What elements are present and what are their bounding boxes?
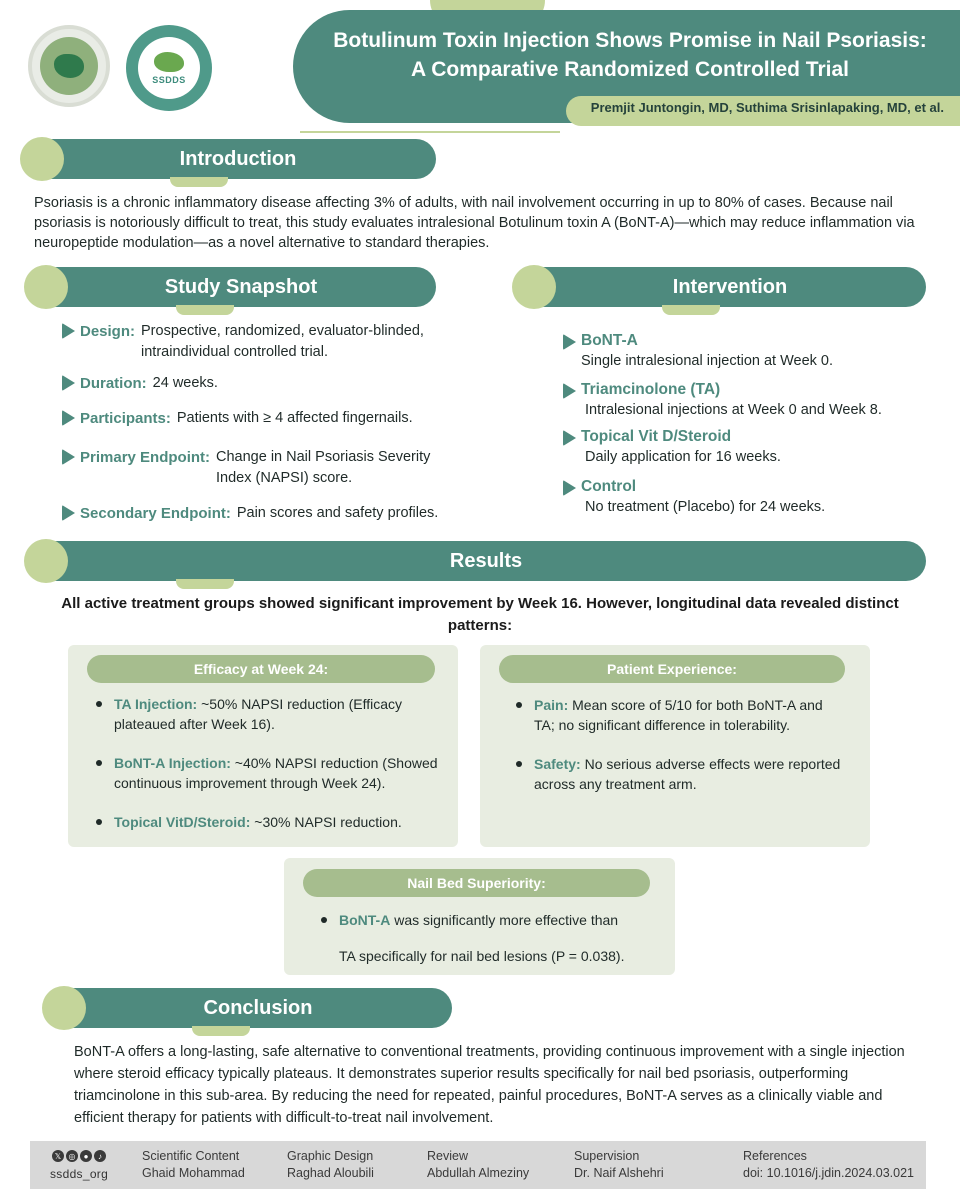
arrow-right-icon — [563, 334, 576, 350]
snapshot-label: Participants: — [80, 410, 171, 427]
efficacy-item-ta — [96, 694, 441, 734]
reference-doi[interactable]: doi: 10.1016/j.jdin.2024.03.021 — [743, 1166, 914, 1180]
header-divider — [300, 131, 560, 133]
experience-label: Pain: — [534, 697, 569, 713]
efficacy-heading-text: Efficacy at Week 24: — [193, 661, 329, 677]
title-line-2: A Comparative Randomized Controlled Trial — [411, 58, 849, 81]
snapshot-item-primary-endpoint — [62, 447, 441, 489]
snapshot-value: Pain scores and safety profiles. — [236, 505, 439, 521]
nailbed-text-line2: TA specifically for nail bed lesions (P = 0.038). — [339, 948, 625, 964]
bullet-dot — [516, 702, 522, 708]
snapshot-item-design — [62, 321, 441, 363]
conclusion-heading — [64, 988, 452, 1028]
ssdds-logo-text: SSDDS — [152, 74, 186, 85]
footer-references — [743, 1148, 914, 1182]
arrow-right-icon — [563, 383, 576, 399]
introduction-text: Psoriasis is a chronic inflammatory disease affecting 3% of adults, with nail involvement occurring in up to 80% of cases. Because nail psoriasis is notoriously difficult to treat, this study evaluates intralesional Botulinum toxin A (BoNT-A)—which may reduce inflammation via neuropeptide modulation—as a novel alternative to standard therapies. — [34, 195, 915, 251]
efficacy-item-bonta — [96, 753, 446, 793]
introduction-heading — [40, 139, 436, 179]
conclusion-heading-text: Conclusion — [203, 996, 313, 1019]
snapshot-heading — [46, 267, 436, 307]
nailbed-text-line1: was significantly more effective than — [390, 912, 619, 928]
experience-item-safety — [516, 754, 846, 794]
intervention-heading-dot — [512, 265, 556, 309]
experience-item-pain — [516, 695, 846, 735]
footer-credit-design — [287, 1148, 374, 1182]
snapshot-value: 24 weeks. — [152, 375, 218, 391]
credit-name: Dr. Naif Alshehri — [574, 1166, 664, 1180]
nailbed-card-heading — [303, 869, 650, 897]
intervention-item-control — [563, 477, 825, 517]
results-heading — [46, 541, 926, 581]
snapshot-value: Change in Nail Psoriasis Severity Index (NAPSI) score. — [216, 449, 431, 486]
snapshot-item-duration — [62, 373, 218, 394]
experience-label: Safety: — [534, 756, 581, 772]
arrow-right-icon — [62, 410, 75, 426]
intervention-label: BoNT-A — [581, 332, 638, 349]
intervention-desc: Daily application for 16 weeks. — [585, 449, 781, 465]
snapchat-icon[interactable]: ● — [80, 1150, 92, 1162]
efficacy-label: Topical VitD/Steroid: — [114, 814, 251, 830]
nailbed-item-continued — [339, 946, 659, 966]
credit-title: Review — [427, 1149, 468, 1163]
nailbed-label: BoNT-A — [339, 912, 391, 928]
snapshot-label: Design: — [80, 323, 136, 340]
bullet-dot — [516, 761, 522, 767]
results-heading-tab — [176, 579, 234, 589]
snapshot-value: Patients with ≥ 4 affected fingernails. — [176, 410, 413, 426]
snapshot-label: Duration: — [80, 375, 147, 392]
intervention-label: Triamcinolone (TA) — [581, 381, 721, 398]
footer-credit-content — [142, 1148, 245, 1182]
poster-title — [300, 26, 960, 84]
conclusion-heading-dot — [42, 986, 86, 1030]
snapshot-label: Primary Endpoint: — [80, 449, 211, 466]
credit-title: Graphic Design — [287, 1149, 374, 1163]
ssdds-logo — [126, 25, 212, 111]
intervention-item-topical — [563, 427, 781, 467]
intervention-desc: Intralesional injections at Week 0 and Week 8. — [585, 402, 882, 418]
nailbed-heading-text: Nail Bed Superiority: — [407, 875, 546, 891]
bullet-dot — [321, 917, 327, 923]
efficacy-label: TA Injection: — [114, 696, 198, 712]
snapshot-label: Secondary Endpoint: — [80, 505, 231, 522]
nailbed-item — [321, 910, 661, 930]
snapshot-heading-tab — [176, 305, 234, 315]
introduction-heading-dot — [20, 137, 64, 181]
credit-name: Abdullah Almeziny — [427, 1166, 530, 1180]
conclusion-heading-tab — [192, 1026, 250, 1036]
intervention-label: Control — [581, 478, 637, 495]
social-icons — [52, 1150, 106, 1162]
bullet-dot — [96, 760, 102, 766]
footer-credit-supervision — [574, 1148, 664, 1182]
footer-credit-review — [427, 1148, 529, 1182]
results-lead: All active treatment groups showed significant improvement by Week 16. However, longitudinal data revealed distinct patterns: — [61, 595, 899, 634]
credit-title: References — [743, 1149, 807, 1163]
results-heading-dot — [24, 539, 68, 583]
authors: Premjit Juntongin, MD, Suthima Srisinlapaking, MD, et al. — [590, 100, 944, 115]
bullet-dot — [96, 701, 102, 707]
efficacy-text: ~50% NAPSI reduction (Efficacy plateaued after Week 16). — [114, 696, 403, 732]
credit-name: Raghad Aloubili — [287, 1166, 374, 1180]
intervention-label: Topical Vit D/Steroid — [581, 428, 732, 445]
intervention-item-bonta — [563, 331, 833, 371]
bullet-dot — [96, 819, 102, 825]
snapshot-heading-dot — [24, 265, 68, 309]
intervention-desc: Single intralesional injection at Week 0. — [581, 353, 834, 369]
experience-text: No serious adverse effects were reported across any treatment arm. — [534, 756, 841, 792]
intervention-item-ta — [563, 380, 882, 420]
tiktok-icon[interactable]: ♪ — [94, 1150, 106, 1162]
credit-title: Supervision — [574, 1149, 640, 1163]
introduction-heading-tab — [170, 177, 228, 187]
experience-card-heading — [499, 655, 845, 683]
snapshot-value: Prospective, randomized, evaluator-blinded, intraindividual controlled trial. — [141, 323, 424, 360]
efficacy-card-heading — [87, 655, 435, 683]
instagram-icon[interactable]: ◎ — [66, 1150, 78, 1162]
credit-name: Ghaid Mohammad — [142, 1166, 245, 1180]
society-logo-left — [28, 25, 110, 107]
arrow-right-icon — [62, 375, 75, 391]
conclusion-text: BoNT-A offers a long-lasting, safe alternative to conventional treatments, providing continuous improvement with a single injection where steroid efficacy typically plateaus. It demonstrates superior results specifically for nail bed psoriasis, outperforming triamcinolone in this sub-area. By reducing the need for repeated, painful procedures, BoNT-A serves as a clinically viable and efficient therapy for patients with difficult-to-treat nail involvement. — [74, 1044, 905, 1126]
snapshot-heading-text: Study Snapshot — [164, 275, 318, 298]
social-handle[interactable]: ssdds_org — [50, 1167, 109, 1181]
credit-title: Scientific Content — [142, 1149, 240, 1163]
experience-text: Mean score of 5/10 for both BoNT-A and TA; no significant difference in tolerability. — [534, 697, 823, 733]
title-line-1: Botulinum Toxin Injection Shows Promise in Nail Psoriasis: — [333, 29, 927, 52]
efficacy-text: ~40% NAPSI reduction (Showed continuous improvement through Week 24). — [114, 755, 438, 791]
efficacy-label: BoNT-A Injection: — [114, 755, 231, 771]
arrow-right-icon — [62, 505, 75, 521]
snapshot-item-secondary-endpoint — [62, 503, 438, 524]
arrow-right-icon — [563, 480, 576, 496]
introduction-heading-text: Introduction — [179, 147, 297, 170]
experience-heading-text: Patient Experience: — [607, 661, 737, 677]
intervention-heading-tab — [662, 305, 720, 315]
arrow-right-icon — [62, 323, 75, 339]
snapshot-item-participants — [62, 408, 413, 429]
efficacy-item-topical — [96, 812, 441, 832]
x-icon[interactable]: 𝕏 — [52, 1150, 64, 1162]
intervention-heading — [534, 267, 926, 307]
intervention-heading-text: Intervention — [672, 275, 788, 298]
arrow-right-icon — [62, 449, 75, 465]
arrow-right-icon — [563, 430, 576, 446]
efficacy-text: ~30% NAPSI reduction. — [250, 814, 402, 830]
results-heading-text: Results — [449, 549, 523, 572]
intervention-desc: No treatment (Placebo) for 24 weeks. — [585, 499, 826, 515]
